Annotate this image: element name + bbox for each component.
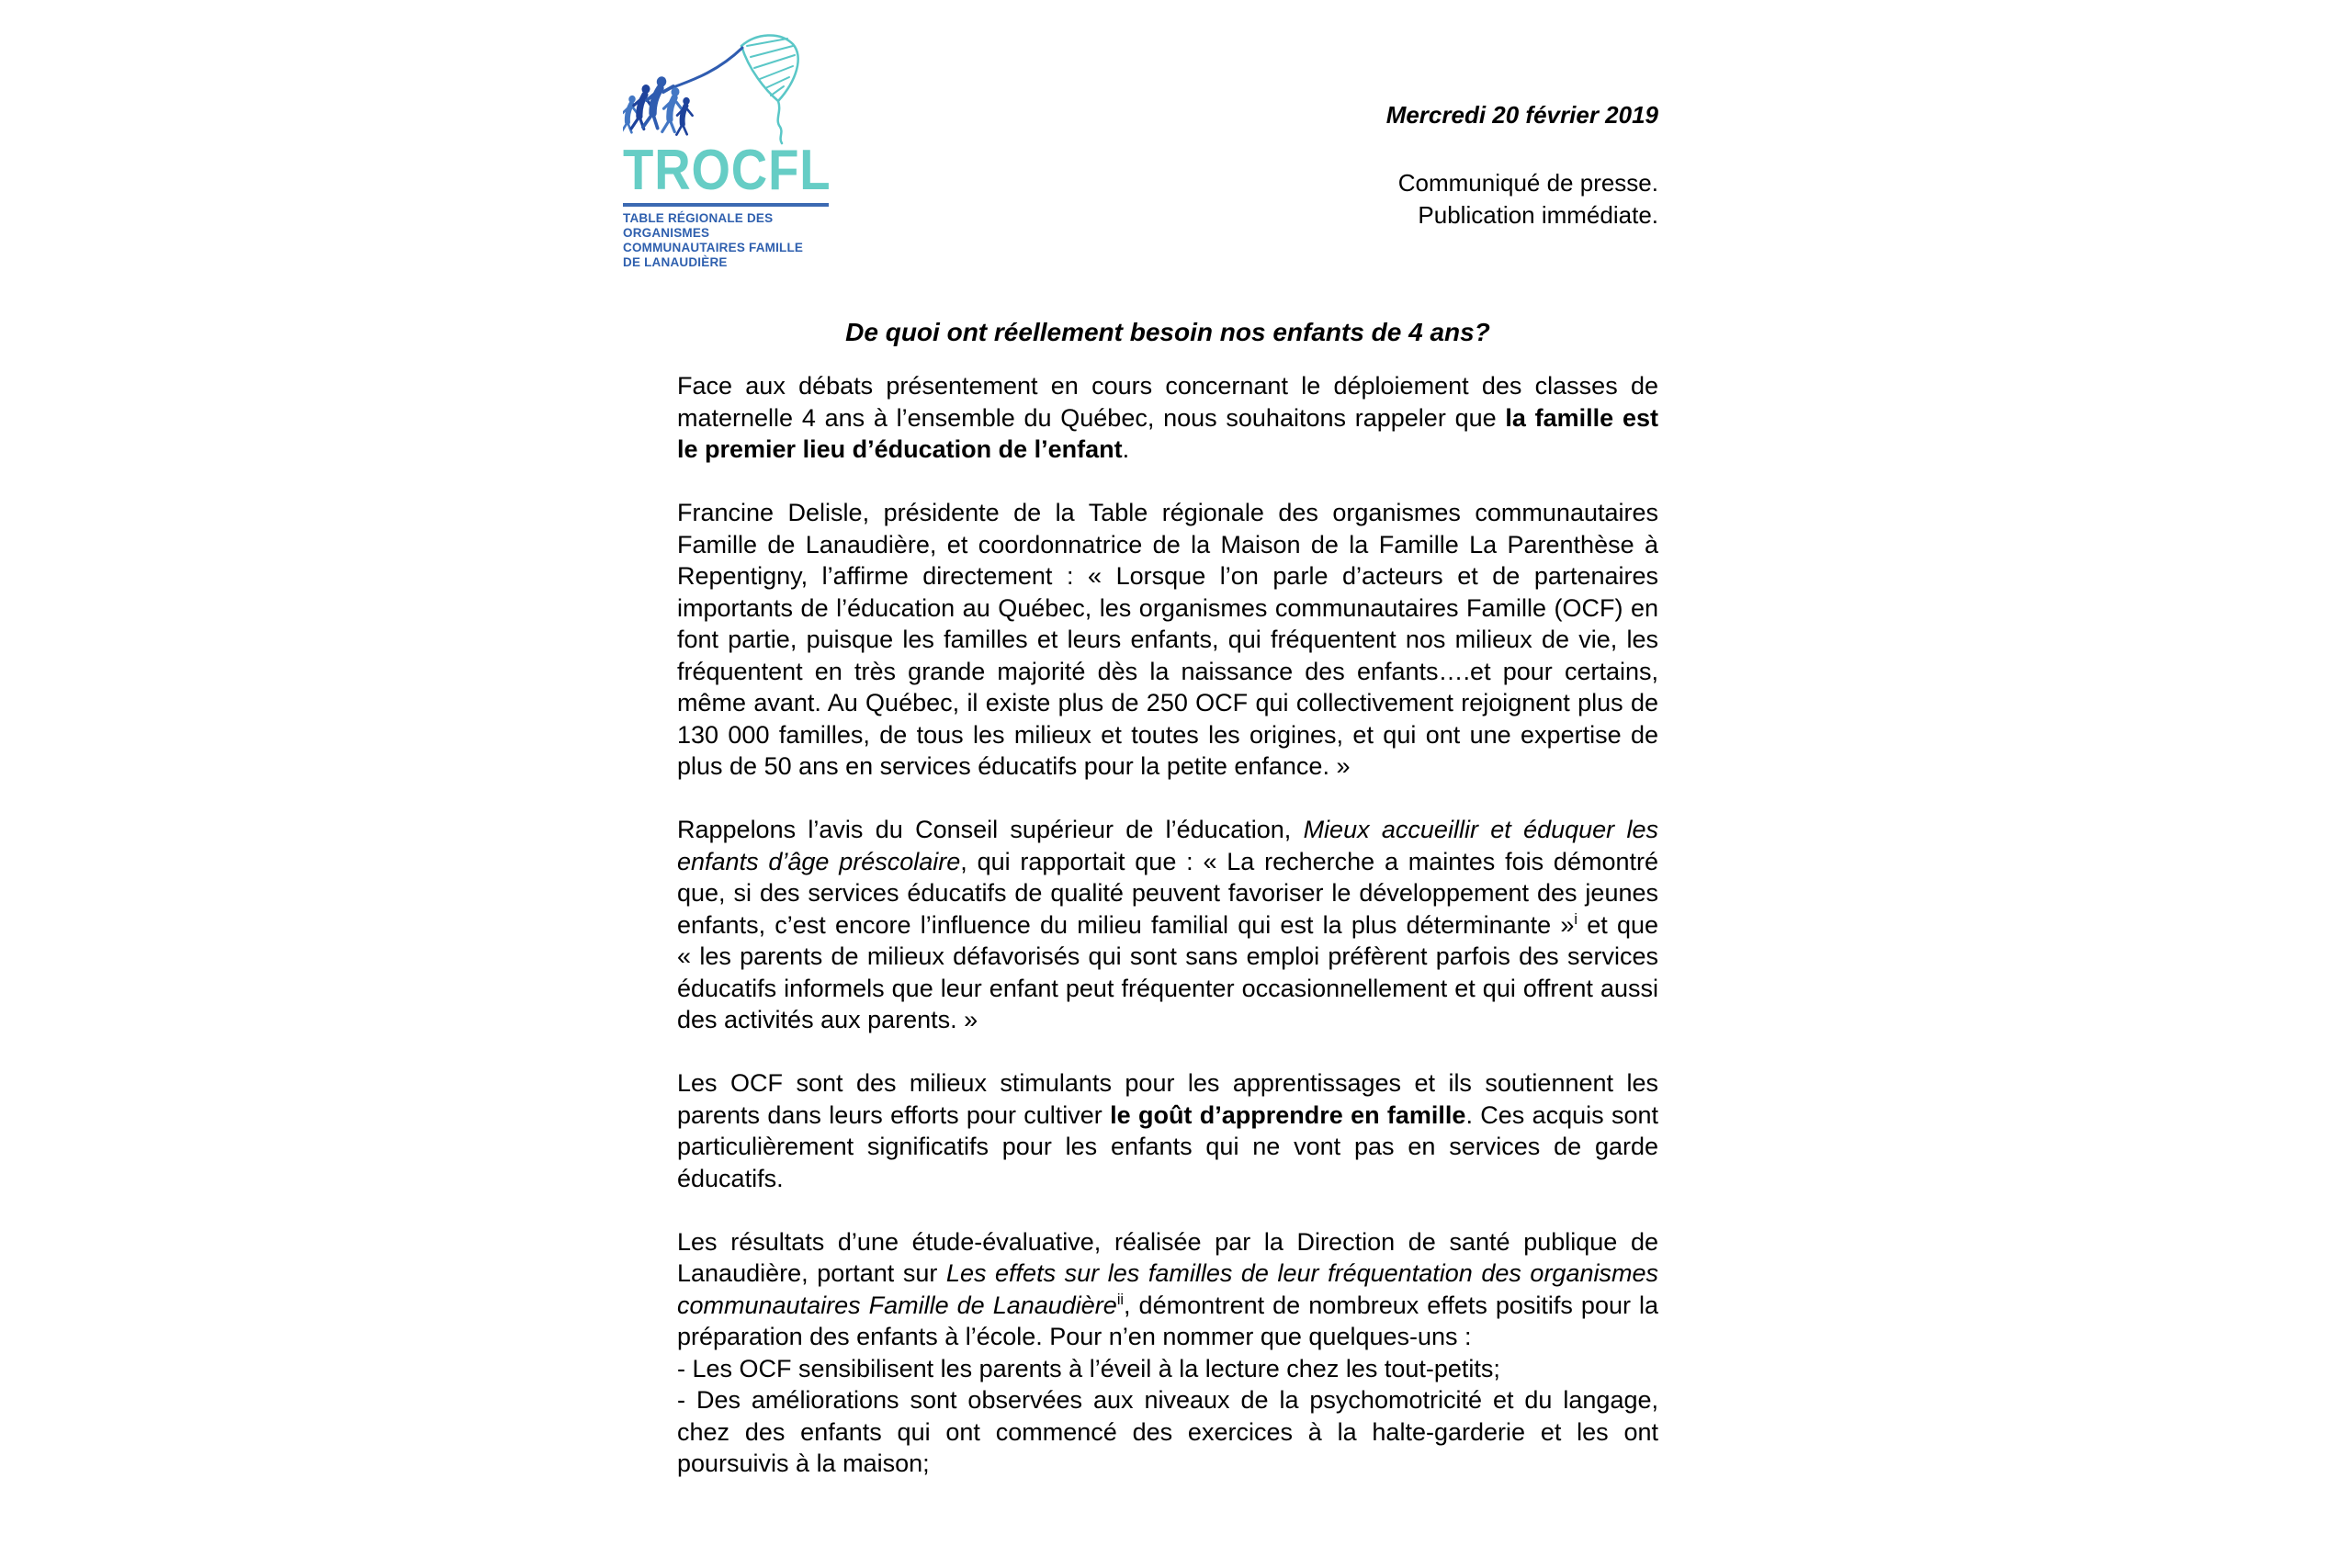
text-run: Face aux débats présentement en cours concernant le déploiement des classes de maternelle 4 ans à l’ensemble du Québec, nous souhaitons rappeler que	[677, 372, 1658, 432]
text-run: le goût d’apprendre en famille	[1110, 1100, 1466, 1129]
logo-wordmark: TROCFL	[623, 139, 831, 202]
logo-tagline-line-2: COMMUNAUTAIRES FAMILLE	[623, 241, 804, 254]
text-run: - Les OCF sensibilisent les parents à l’éveil à la lecture chez les tout-petits;	[677, 1354, 1500, 1382]
footnote-reference: i	[1574, 910, 1578, 928]
document-body	[677, 370, 1658, 1480]
text-run: la famille est le premier lieu d’éducation de l’enfant	[677, 403, 1658, 463]
p-intro	[677, 370, 1658, 466]
release-type-line: Communiqué de presse.	[1397, 169, 1658, 197]
p-effet-psychomotricite	[677, 1384, 1658, 1480]
text-run: Les résultats d’une étude-évaluative, réalisée par la Direction de santé publique de Lanaudière, portant sur	[677, 1227, 1658, 1287]
kite-tail	[778, 101, 782, 143]
text-run: - Des améliorations sont observées aux niveaux de la psychomotricité et du langage, chez des enfants qui ont commencé des exercices à la halte-garderie et les ont poursuivis à la maison;	[677, 1386, 1658, 1477]
text-run: et que « les parents de milieux défavorisés qui sont sans emploi préfèrent parfois des services éducatifs informels que leur enfant peut fréquenter occasionnellement et qui offrent aussi des activités aux parents. »	[677, 910, 1658, 1033]
trocfl-logo	[623, 31, 836, 270]
text-run: , qui rapportait que : « La recherche a maintes fois démontré que, si des services éducatifs de qualité peuvent favoriser le développement des jeunes enfants, c’est encore l’influence du milieu familial qui est la plus déterminante »	[677, 847, 1658, 939]
p-avis-conseil	[677, 814, 1658, 1036]
date-line: Mercredi 20 février 2019	[1385, 101, 1658, 129]
text-run: Mieux accueillir et éduquer les enfants d’âge préscolaire	[677, 816, 1658, 875]
p-effet-lecture	[677, 1353, 1658, 1385]
kite-string	[671, 48, 742, 88]
text-run: . Ces acquis sont particulièrement significatifs pour les enfants qui ne vont pas en services de garde éducatifs.	[677, 1100, 1658, 1192]
logo-illustration	[623, 31, 830, 146]
logo-tagline-line-3: DE LANAUDIÈRE	[623, 255, 728, 269]
logo-tagline-line-1: TABLE RÉGIONALE DES ORGANISMES	[623, 211, 774, 240]
text-run: Les effets sur les familles de leur fréquentation des organismes communautaires Famille de Lanaudière	[677, 1259, 1658, 1319]
text-run: .	[1122, 435, 1130, 463]
p-ocf-apprentissages	[677, 1067, 1658, 1194]
logo-rule	[623, 203, 829, 207]
text-run: Rappelons l’avis du Conseil supérieur de l’éducation,	[677, 816, 1304, 843]
document-title: De quoi ont réellement besoin nos enfants de 4 ans?	[845, 318, 1490, 346]
text-run: , démontrent de nombreux effets positifs pour la préparation des enfants à l’école. Pour n’en nommer que quelques-uns :	[677, 1291, 1658, 1350]
publication-line: Publication immédiate.	[1418, 201, 1658, 229]
logo-tagline	[623, 211, 836, 270]
p-etude-evaluative	[677, 1226, 1658, 1353]
footnote-reference: ii	[1116, 1291, 1125, 1308]
text-run: Les OCF sont des milieux stimulants pour les apprentissages et ils soutiennent les parents dans leurs efforts pour cultiver	[677, 1069, 1658, 1129]
kite-icon	[741, 35, 798, 143]
p-citation-delisle	[677, 497, 1658, 783]
text-run: Francine Delisle, présidente de la Table régionale des organismes communautaires Famille de Lanaudière, et coordonnatrice de la Maison de la Famille La Parenthèse à Repentigny, l’affirme directement : « Lorsque l’on parle d’acteurs et de partenaires importants de l’éducation au Québec, les organismes communautaires Famille (OCF) en font partie, puisque les familles et leurs enfants, qui fréquentent nos milieux de vie, les fréquentent en très grande majorité dès la naissance des enfants….et pour certains, même avant. Au Québec, il existe plus de 250 OCF qui collectivement rejoignent plus de 130 000 familles, de tous les milieux et toutes les origines, et qui ont une expertise de plus de 50 ans en services éducatifs pour la petite enfance. »	[677, 499, 1658, 780]
